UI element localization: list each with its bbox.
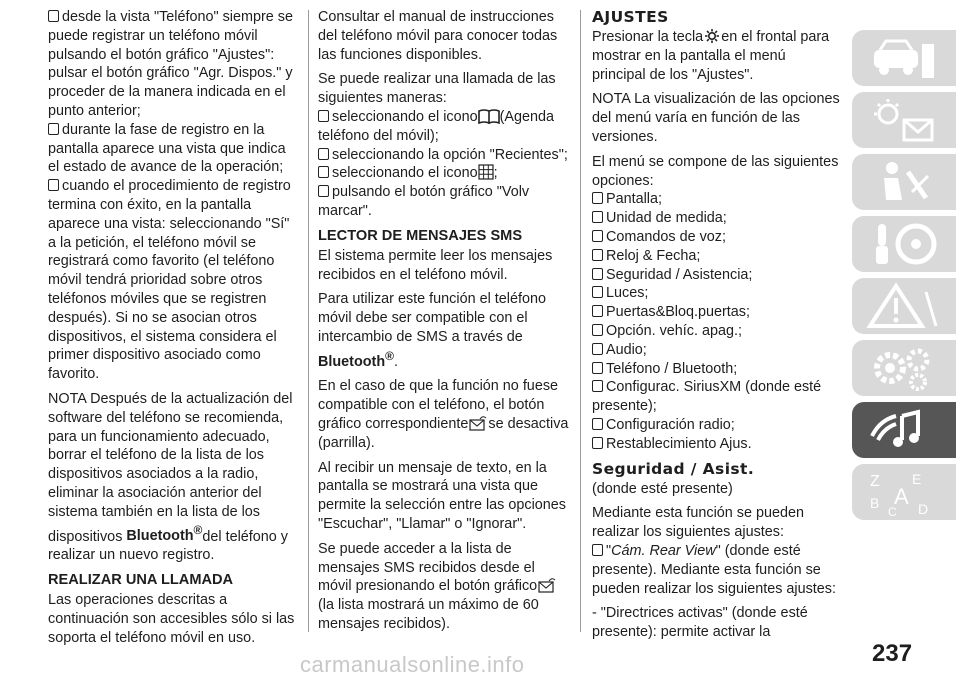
bullet-box-icon (592, 249, 603, 261)
bullet-box-icon (318, 166, 329, 178)
text-column-3 (592, 8, 840, 648)
paragraph: Las operaciones descritas a continuación son accesibles sólo si las soporta el teléfono móvil en uso. (48, 591, 295, 646)
bullet-box-icon (592, 418, 603, 430)
bullet-box-icon (592, 192, 603, 204)
bullet-item: seleccionando la opción "Recientes"; (318, 146, 572, 165)
service-gears-icon (866, 344, 942, 392)
chapter-tab[interactable] (852, 340, 956, 396)
paragraph: Se puede acceder a la lista de mensajes SMS recibidos desde el móvil presionando el botón gráfico(la lista mostrará un máximo de 60 mensajes recibidos). (318, 540, 572, 634)
bullet-item: desde la vista "Teléfono" siempre se puede registrar un teléfono móvil pulsando el botón gráfico "Ajustes": pulsar el botón gráfico "Agr. Dispos." y proceder de la manera indicada en el punto anterior; (48, 9, 293, 119)
menu-option: Teléfono / Bluetooth; (592, 360, 840, 379)
bullet-box-icon (592, 437, 603, 449)
bullet-box-icon (592, 343, 603, 355)
paragraph: Mediante esta función se pueden realizar los siguientes ajustes: (592, 505, 805, 541)
key-steering-icon (866, 220, 942, 268)
bullet-item: "Cám. Rear View" (donde esté presente). Mediante esta función se pueden realizar los siguientes ajustes: (592, 542, 836, 597)
bullet-item: seleccionando el icono ; (318, 164, 572, 183)
menu-option: Seguridad / Asistencia; (592, 266, 840, 285)
menu-option: Opción. vehíc. apag.; (592, 322, 840, 341)
svg-text:E: E (912, 471, 922, 487)
settings-menu-list (592, 190, 840, 453)
phonebook-icon (478, 108, 500, 124)
section-heading-sms: LECTOR DE MENSAJES SMS (318, 227, 523, 244)
column-divider (308, 10, 309, 632)
chapter-tab[interactable] (852, 216, 956, 272)
bullet-box-icon (48, 10, 59, 22)
paragraph: Al recibir un mensaje de texto, en la pantalla se mostrará una vista que permite la selección entre las opciones "Escuchar", "Llamar" o "Ignorar". (318, 459, 566, 532)
bluetooth-brand: Bluetooth® (126, 523, 203, 545)
page-number: 237 (872, 640, 913, 667)
menu-option: Restablecimiento Ajus. (592, 435, 840, 454)
menu-option: Reloj & Fecha; (592, 247, 840, 266)
watermark: carmanualsonline.info (300, 652, 525, 677)
sms-message-icon (468, 415, 488, 431)
bullet-box-icon (48, 179, 59, 191)
settings-gear-icon (703, 28, 721, 44)
section-heading-ajustes: AJUSTES (592, 8, 669, 26)
bullet-box-icon (48, 123, 59, 135)
section-heading-seguridad: Seguridad / Asist. (592, 459, 755, 478)
bullet-box-icon (592, 324, 603, 336)
bullet-box-icon (592, 286, 603, 298)
svg-text:Z: Z (870, 473, 880, 490)
chapter-tab[interactable] (852, 402, 956, 458)
multimedia-icon (866, 406, 942, 454)
paragraph: Consultar el manual de instrucciones del teléfono móvil para conocer todas las funciones disponibles. (318, 9, 558, 63)
svg-text:B: B (870, 495, 880, 511)
bullet-box-icon (592, 268, 603, 280)
warning-road-icon (866, 282, 942, 330)
chapter-tab[interactable] (852, 30, 956, 86)
paragraph: NOTA La visualización de las opciones del menú varía en función de las versiones. (592, 91, 840, 145)
text-column-2 (318, 8, 572, 640)
bullet-item: durante la fase de registro en la pantalla aparece una vista que indica el estado de avance de la operación; (48, 121, 286, 176)
text-column-1 (48, 8, 300, 653)
paragraph: - "Directrices activas" (donde esté presente): permite activar la (592, 605, 808, 641)
airbag-safety-icon (866, 158, 942, 206)
menu-option: Luces; (592, 284, 840, 303)
sms-message-icon (537, 577, 557, 593)
bullet-box-icon (318, 148, 329, 160)
menu-option: Pantalla; (592, 190, 840, 209)
chapter-tab[interactable] (852, 92, 956, 148)
paragraph: En el caso de que la función no fuese compatible con el teléfono, el botón gráfico correspondiente se desactiva (parrilla). (318, 378, 569, 451)
paragraph: Se puede realizar una llamada de las siguientes maneras: (318, 71, 556, 107)
chapter-tab[interactable] (852, 464, 956, 520)
menu-option: Configuración radio; (592, 416, 840, 435)
paragraph: Para utilizar este función el teléfono móvil debe ser compatible con el intercambio de SMS a través de Bluetooth®. (318, 291, 546, 370)
bullet-item: seleccionando el icono (Agenda teléfono del móvil); (318, 108, 555, 144)
lights-warning-icon (866, 96, 942, 144)
svg-text:D: D (918, 501, 929, 516)
paragraph: (donde esté presente) (592, 480, 733, 497)
keypad-icon (478, 164, 494, 180)
bullet-box-icon (592, 362, 603, 374)
bullet-item: cuando el procedimiento de registro termina con éxito, en la pantalla aparece una vista: seleccionando "Sí" a la petición, el teléfono móvil se registrará como favorito (el teléfono móvil tendrá prioridad sobre otros teléfonos móviles que se registren después). Si no se asocian otros dispositivos, el sistema considera el primer dispositivo asociado como favorito. (48, 178, 291, 383)
column-divider (580, 10, 581, 632)
menu-option: Comandos de voz; (592, 228, 840, 247)
paragraph: El sistema permite leer los mensajes recibidos en el teléfono móvil. (318, 247, 553, 283)
bluetooth-brand: Bluetooth® (318, 348, 394, 370)
bullet-box-icon (592, 211, 603, 223)
bullet-box-icon (318, 110, 329, 122)
paragraph: El menú se compone de las siguientes opciones: (592, 153, 839, 189)
note-paragraph: NOTA Después de la actualización del software del teléfono se recomienda, para un funcionamiento adecuado, borrar el teléfono de la lista de los dispositivos asociados a la radio, eliminar la asociación anterior del sistema también en la lista de los dispositivos Bluetooth®del teléfono y realizar un nuevo registro. (48, 390, 293, 564)
menu-option: Puertas&Bloq.puertas; (592, 303, 840, 322)
svg-text:A: A (894, 484, 909, 509)
bullet-box-icon (592, 544, 603, 556)
chapter-tabs (852, 30, 960, 526)
bullet-box-icon (592, 380, 603, 392)
section-heading-llamada: REALIZAR UNA LLAMADA (48, 571, 234, 588)
bullet-box-icon (592, 230, 603, 242)
bullet-item: pulsando el botón gráfico "Volv marcar". (318, 184, 530, 219)
menu-option: Audio; (592, 341, 840, 360)
svg-text:C: C (888, 505, 897, 516)
menu-option: Configurac. SiriusXM (donde esté presente); (592, 379, 822, 415)
paragraph: Presionar la tecla en el frontal para mostrar en la pantalla el menú principal de los "Ajustes". (592, 29, 830, 83)
chapter-tab[interactable] (852, 278, 956, 334)
bullet-box-icon (318, 185, 329, 197)
index-letters-icon (866, 468, 942, 516)
menu-option: Unidad de medida; (592, 209, 840, 228)
car-info-icon (866, 34, 942, 82)
bullet-box-icon (592, 305, 603, 317)
chapter-tab[interactable] (852, 154, 956, 210)
